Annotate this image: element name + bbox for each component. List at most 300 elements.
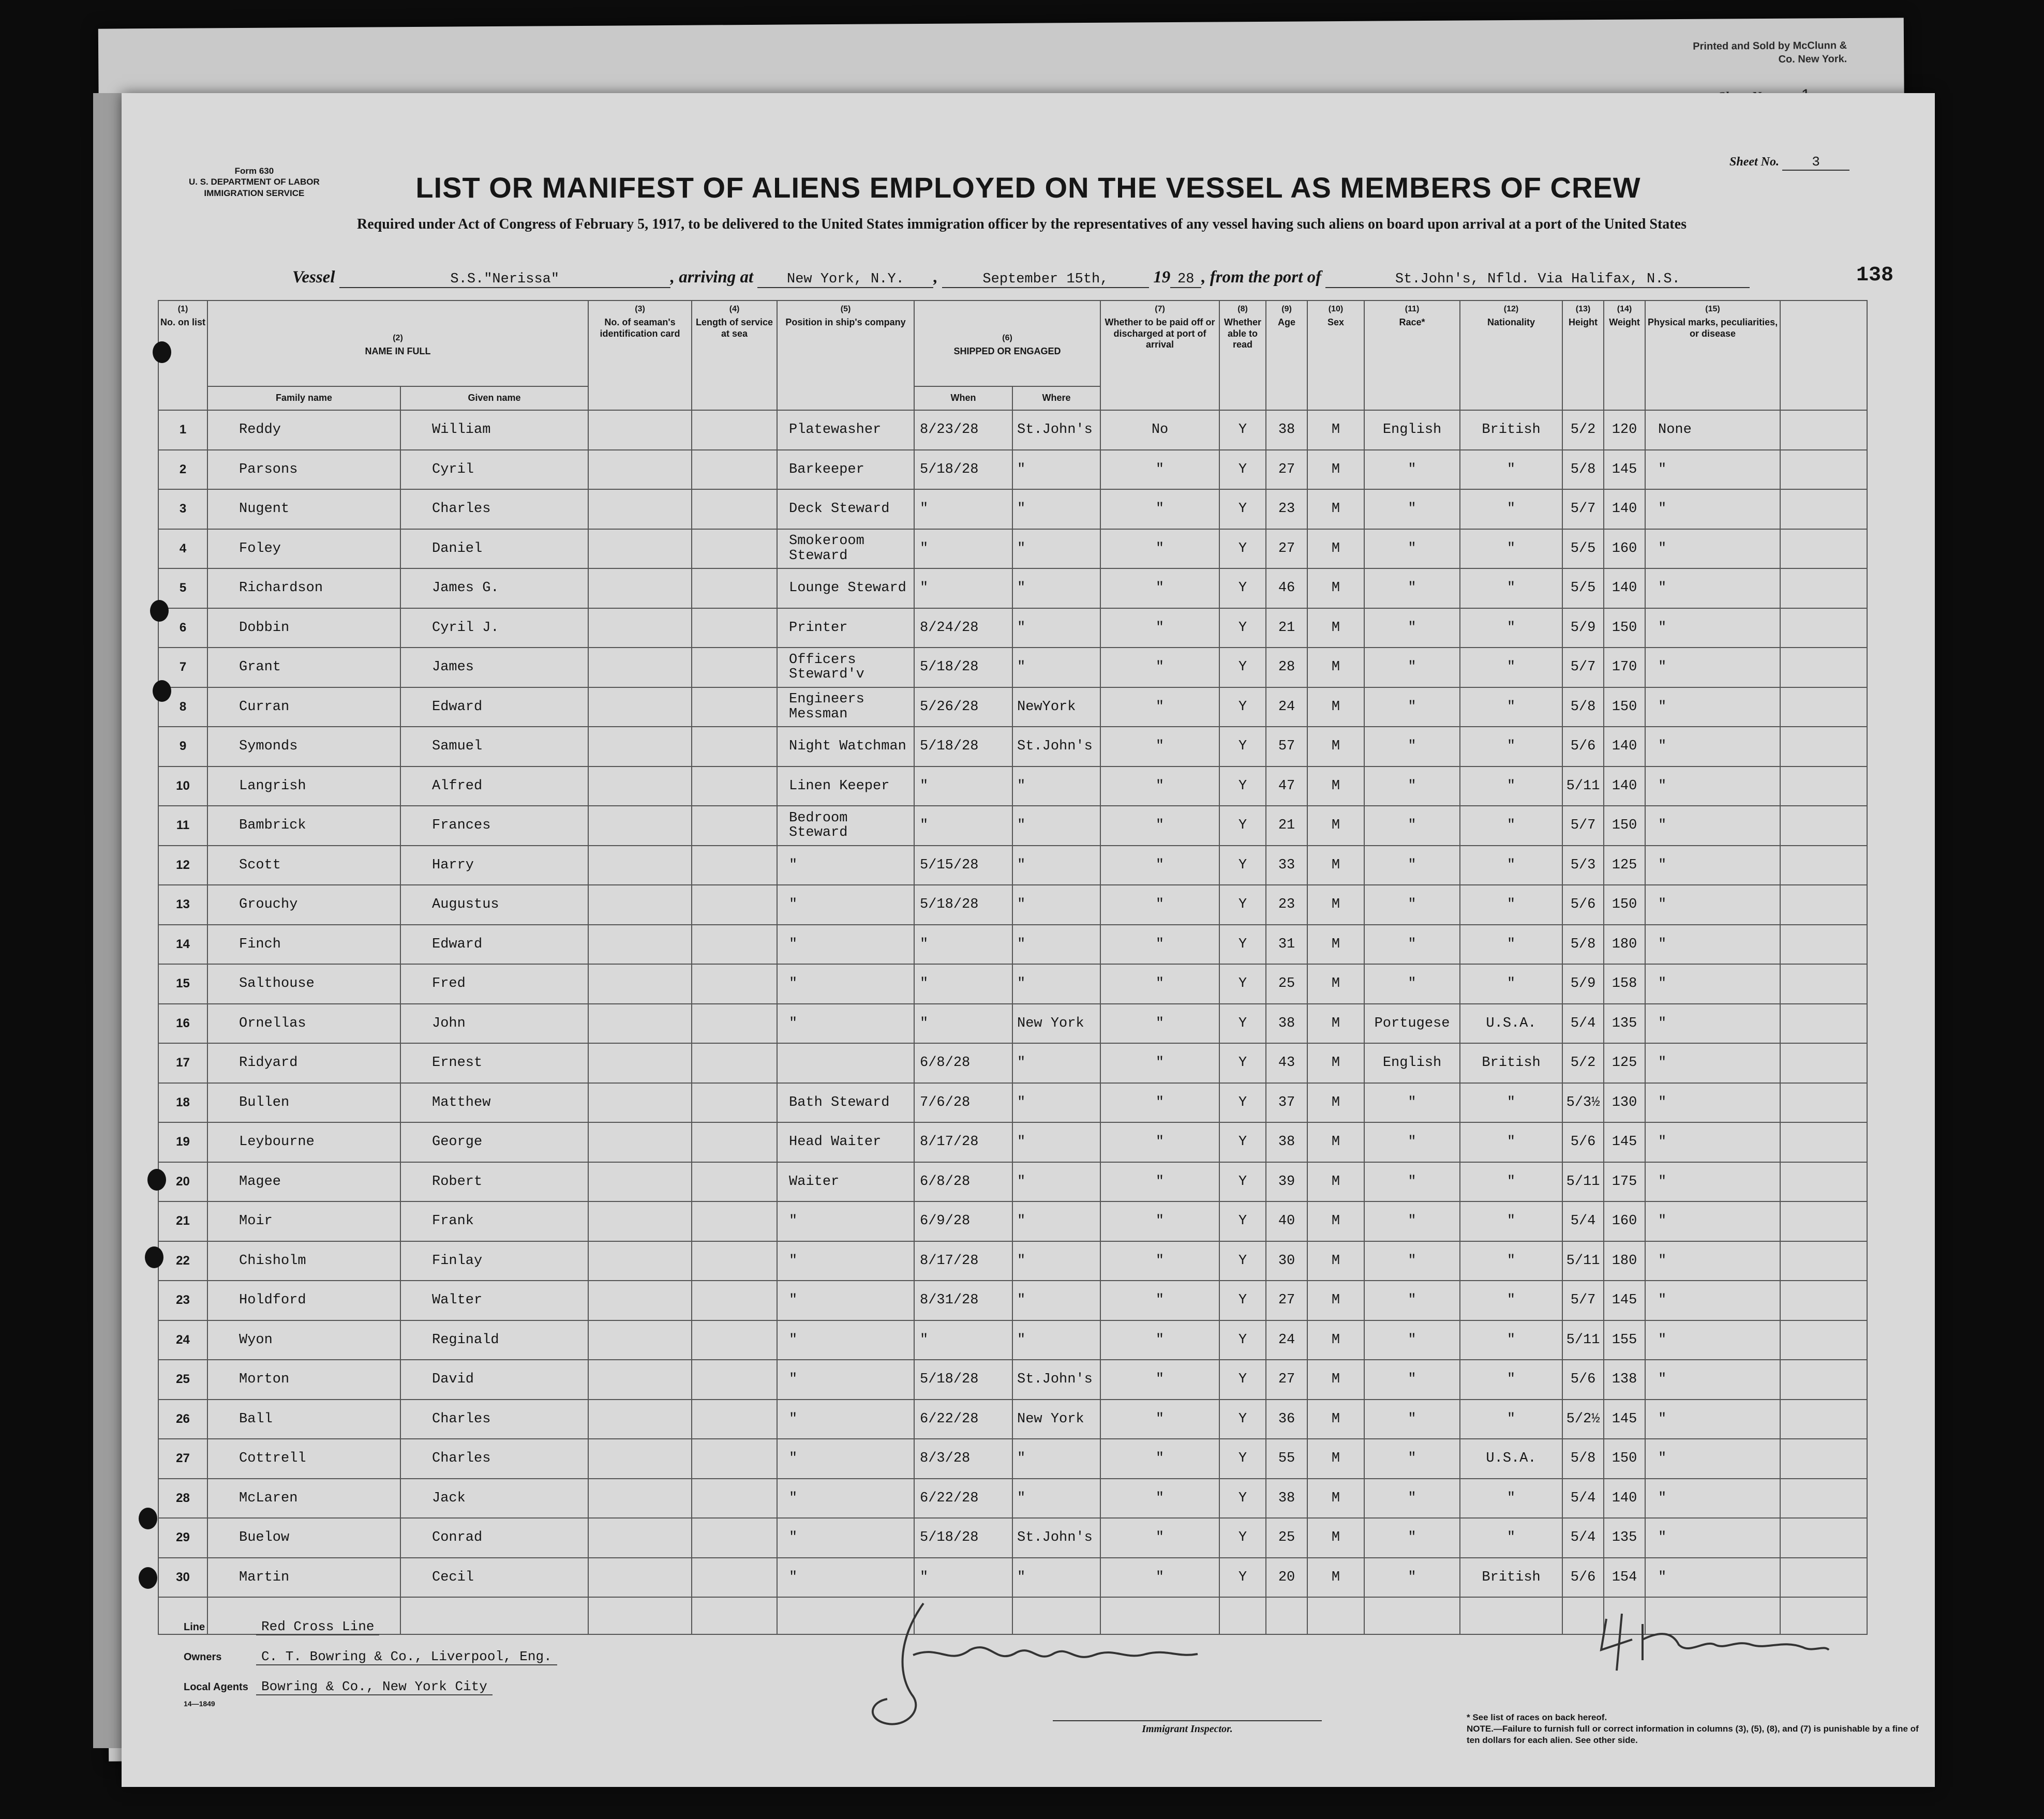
cell-able-to-read: Y <box>1219 727 1266 766</box>
cell-id-card-number <box>588 1122 692 1162</box>
cell-physical-marks: " <box>1645 450 1780 490</box>
cell-weight: 140 <box>1604 489 1645 529</box>
cell-nationality: " <box>1460 1122 1562 1162</box>
cell-race: " <box>1364 450 1460 490</box>
cell-shipped-when: " <box>914 806 1012 846</box>
cell-height: 5/2 <box>1562 410 1604 450</box>
cell-height: 5/11 <box>1562 1162 1604 1202</box>
cell-physical-marks: " <box>1645 1162 1780 1202</box>
cell-service-length <box>692 1518 777 1558</box>
col-num-11: (11) <box>1405 305 1420 313</box>
cell-family-name: Morton <box>207 1360 400 1400</box>
cell-blank <box>1780 1241 1867 1281</box>
sheet-number <box>1729 154 1849 171</box>
cell-weight: 135 <box>1604 1004 1645 1044</box>
cell-blank <box>1780 1083 1867 1123</box>
cell-given-name: Harry <box>400 846 588 885</box>
crew-row <box>158 727 1867 766</box>
cell-sex: M <box>1307 1518 1364 1558</box>
cell-shipped-when: " <box>914 489 1012 529</box>
cell-nationality: British <box>1460 410 1562 450</box>
cell-weight: 125 <box>1604 1043 1645 1083</box>
cell-physical-marks: " <box>1645 687 1780 727</box>
cell-shipped-where: " <box>1012 766 1100 806</box>
cell-weight: 145 <box>1604 450 1645 490</box>
cell-able-to-read: Y <box>1219 1558 1266 1598</box>
crew-row <box>158 489 1867 529</box>
cell-sex: M <box>1307 727 1364 766</box>
cell-shipped-where: " <box>1012 450 1100 490</box>
cell-nationality: British <box>1460 1043 1562 1083</box>
punch-hole <box>147 1169 166 1191</box>
cell-nationality: " <box>1460 727 1562 766</box>
crew-row <box>158 1400 1867 1439</box>
cell-weight: 150 <box>1604 1439 1645 1479</box>
cell-position: Waiter <box>777 1162 914 1202</box>
cell-height: 5/8 <box>1562 450 1604 490</box>
cell-position: " <box>777 1241 914 1281</box>
col-label-1: No. on list <box>160 317 205 328</box>
col-header-family-name: Family name <box>207 386 400 410</box>
cell-weight: 145 <box>1604 1400 1645 1439</box>
cell-age: 55 <box>1266 1439 1307 1479</box>
footer-line-row <box>184 1619 379 1635</box>
cell-sex: M <box>1307 1241 1364 1281</box>
cell-service-length <box>692 687 777 727</box>
cell-paid-off: " <box>1100 1122 1219 1162</box>
cell-position: " <box>777 1439 914 1479</box>
cell-able-to-read: Y <box>1219 1201 1266 1241</box>
cell-family-name: McLaren <box>207 1479 400 1519</box>
cell-family-name: Reddy <box>207 410 400 450</box>
cell-physical-marks: " <box>1645 1004 1780 1044</box>
cell-family-name: Moir <box>207 1201 400 1241</box>
stamp-number: 138 <box>1856 264 1893 287</box>
cell-physical-marks: " <box>1645 1281 1780 1320</box>
col-num-4: (4) <box>729 305 740 313</box>
col-header-height <box>1562 300 1604 410</box>
cell-blank <box>1780 1004 1867 1044</box>
cell-weight: 150 <box>1604 687 1645 727</box>
cell-id-card-number <box>588 1004 692 1044</box>
cell-id-card-number <box>588 1439 692 1479</box>
cell-shipped-when: 8/31/28 <box>914 1281 1012 1320</box>
cell-service-length <box>692 529 777 569</box>
cell-age: 38 <box>1266 410 1307 450</box>
cell-given-name: Frank <box>400 1201 588 1241</box>
cell-paid-off: " <box>1100 806 1219 846</box>
cell-position: Night Watchman <box>777 727 914 766</box>
cell-physical-marks: " <box>1645 964 1780 1004</box>
cell-shipped-where: " <box>1012 568 1100 608</box>
cell-physical-marks: " <box>1645 648 1780 687</box>
cell-shipped-where: " <box>1012 1479 1100 1519</box>
footer-agents-row <box>184 1679 493 1695</box>
cell-nationality: " <box>1460 1281 1562 1320</box>
cell-race: English <box>1364 1043 1460 1083</box>
cell-family-name: Salthouse <box>207 964 400 1004</box>
cell-position: " <box>777 1320 914 1360</box>
cell-line-number: 16 <box>158 1004 207 1044</box>
cell-physical-marks: " <box>1645 1122 1780 1162</box>
cell-paid-off: " <box>1100 1043 1219 1083</box>
col-num-8: (8) <box>1237 305 1248 313</box>
col-num-6: (6) <box>1002 333 1012 342</box>
cell-able-to-read: Y <box>1219 1281 1266 1320</box>
cell-position: " <box>777 964 914 1004</box>
cell-blank <box>1780 964 1867 1004</box>
cell-height: 5/6 <box>1562 1558 1604 1598</box>
cell-race: " <box>1364 1360 1460 1400</box>
col-header-able-to-read <box>1219 300 1266 410</box>
cell-age: 31 <box>1266 925 1307 965</box>
cell-physical-marks: " <box>1645 727 1780 766</box>
cell-weight: 145 <box>1604 1122 1645 1162</box>
cell-family-name: Holdford <box>207 1281 400 1320</box>
cell-family-name: Richardson <box>207 568 400 608</box>
cell-paid-off: " <box>1100 1439 1219 1479</box>
cell-position: " <box>777 1479 914 1519</box>
cell-shipped-where: " <box>1012 1083 1100 1123</box>
crew-row <box>158 1320 1867 1360</box>
cell-shipped-when: 5/18/28 <box>914 1518 1012 1558</box>
cell-given-name: William <box>400 410 588 450</box>
col-header-race <box>1364 300 1460 410</box>
crew-row <box>158 925 1867 965</box>
cell-sex: M <box>1307 1201 1364 1241</box>
cell-able-to-read: Y <box>1219 687 1266 727</box>
cell-age: 36 <box>1266 1400 1307 1439</box>
cell-physical-marks: " <box>1645 1518 1780 1558</box>
cell-nationality: " <box>1460 1518 1562 1558</box>
cell-blank <box>1780 1201 1867 1241</box>
cell-physical-marks: " <box>1645 489 1780 529</box>
cell-position: Bedroom Steward <box>777 806 914 846</box>
inspector-signature <box>835 1593 1301 1738</box>
cell-position: Engineers Messman <box>777 687 914 727</box>
cell-weight: 180 <box>1604 925 1645 965</box>
cell-height: 5/7 <box>1562 489 1604 529</box>
cell-id-card-number <box>588 1043 692 1083</box>
cell-family-name: Finch <box>207 925 400 965</box>
col-num-2: (2) <box>393 333 403 342</box>
cell-shipped-where: " <box>1012 925 1100 965</box>
cell-weight: 125 <box>1604 846 1645 885</box>
cell-given-name: Charles <box>400 489 588 529</box>
cell-family-name: Dobbin <box>207 608 400 648</box>
crew-row <box>158 964 1867 1004</box>
cell-shipped-where: " <box>1012 1043 1100 1083</box>
cell-given-name: Conrad <box>400 1518 588 1558</box>
cell-age: 21 <box>1266 608 1307 648</box>
cell-paid-off: " <box>1100 1004 1219 1044</box>
printer-note: Printed and Sold by McClunn & Co. New York. <box>1693 40 1847 65</box>
col-label-15: Physical marks, peculiarities, or disease <box>1647 317 1778 339</box>
cell-service-length <box>692 1241 777 1281</box>
cell-able-to-read: Y <box>1219 450 1266 490</box>
cell-given-name: Edward <box>400 925 588 965</box>
cell-position: " <box>777 1201 914 1241</box>
cell-service-length <box>692 648 777 687</box>
cell-given-name: Cyril J. <box>400 608 588 648</box>
cell-nationality: " <box>1460 1479 1562 1519</box>
cell-sex: M <box>1307 568 1364 608</box>
cell-blank <box>1780 1122 1867 1162</box>
cell-weight: 138 <box>1604 1360 1645 1400</box>
cell-line-number: 18 <box>158 1083 207 1123</box>
cell-blank <box>1780 1518 1867 1558</box>
cell-height: 5/8 <box>1562 687 1604 727</box>
cell-paid-off: " <box>1100 964 1219 1004</box>
cell-age: 57 <box>1266 727 1307 766</box>
cell-height: 5/7 <box>1562 1281 1604 1320</box>
cell-able-to-read: Y <box>1219 489 1266 529</box>
cell-paid-off: " <box>1100 1201 1219 1241</box>
cell-shipped-when: " <box>914 766 1012 806</box>
cell-given-name: Fred <box>400 964 588 1004</box>
cell-able-to-read: Y <box>1219 1360 1266 1400</box>
cell-nationality: U.S.A. <box>1460 1439 1562 1479</box>
cell-race: " <box>1364 648 1460 687</box>
cell-race: " <box>1364 1320 1460 1360</box>
cell-id-card-number <box>588 1360 692 1400</box>
cell-line-number: 23 <box>158 1281 207 1320</box>
col-num-10: (10) <box>1328 305 1344 313</box>
cell-nationality: " <box>1460 1400 1562 1439</box>
cell-family-name: Ridyard <box>207 1043 400 1083</box>
cell-height: 5/2 <box>1562 1043 1604 1083</box>
cell-weight: 140 <box>1604 727 1645 766</box>
cell-shipped-where: " <box>1012 529 1100 569</box>
cell-able-to-read: Y <box>1219 529 1266 569</box>
cell-id-card-number <box>588 608 692 648</box>
cell-weight: 150 <box>1604 806 1645 846</box>
cell-age: 39 <box>1266 1162 1307 1202</box>
footer-note <box>1467 1712 1922 1746</box>
cell-able-to-read: Y <box>1219 1479 1266 1519</box>
cell-shipped-when: 8/3/28 <box>914 1439 1012 1479</box>
cell-blank <box>692 1597 777 1634</box>
cell-line-number: 13 <box>158 885 207 925</box>
cell-service-length <box>692 1122 777 1162</box>
col-num-3: (3) <box>635 305 645 313</box>
cell-family-name: Scott <box>207 846 400 885</box>
cell-family-name: Cottrell <box>207 1439 400 1479</box>
cell-given-name: John <box>400 1004 588 1044</box>
cell-age: 28 <box>1266 648 1307 687</box>
cell-id-card-number <box>588 1320 692 1360</box>
cell-sex: M <box>1307 964 1364 1004</box>
cell-paid-off: " <box>1100 727 1219 766</box>
cell-physical-marks: " <box>1645 806 1780 846</box>
col-header-physical-marks <box>1645 300 1780 410</box>
cell-physical-marks: " <box>1645 608 1780 648</box>
cell-age: 24 <box>1266 687 1307 727</box>
cell-line-number: 22 <box>158 1241 207 1281</box>
crew-row <box>158 410 1867 450</box>
cell-physical-marks: " <box>1645 1320 1780 1360</box>
footer-line-label: Line <box>184 1621 205 1633</box>
cell-paid-off: " <box>1100 1241 1219 1281</box>
cell-family-name: Leybourne <box>207 1122 400 1162</box>
cell-line-number: 15 <box>158 964 207 1004</box>
cell-family-name: Foley <box>207 529 400 569</box>
cell-nationality: " <box>1460 885 1562 925</box>
col-label-11: Race* <box>1399 317 1425 328</box>
cell-service-length <box>692 1201 777 1241</box>
cell-paid-off: " <box>1100 1558 1219 1598</box>
cell-service-length <box>692 1004 777 1044</box>
cell-age: 40 <box>1266 1201 1307 1241</box>
cell-blank <box>1780 885 1867 925</box>
cell-able-to-read: Y <box>1219 846 1266 885</box>
cell-line-number: 9 <box>158 727 207 766</box>
cell-able-to-read: Y <box>1219 1439 1266 1479</box>
cell-weight: 180 <box>1604 1241 1645 1281</box>
cell-race: " <box>1364 1558 1460 1598</box>
cell-position: Platewasher <box>777 410 914 450</box>
cell-physical-marks: " <box>1645 1439 1780 1479</box>
cell-id-card-number <box>588 1241 692 1281</box>
crew-row <box>158 1360 1867 1400</box>
cell-service-length <box>692 1439 777 1479</box>
cell-line-number: 8 <box>158 687 207 727</box>
crew-row <box>158 1281 1867 1320</box>
cell-given-name: David <box>400 1360 588 1400</box>
cell-shipped-where: " <box>1012 964 1100 1004</box>
cell-nationality: " <box>1460 1241 1562 1281</box>
cell-line-number: 29 <box>158 1518 207 1558</box>
cell-paid-off: " <box>1100 687 1219 727</box>
cell-age: 33 <box>1266 846 1307 885</box>
cell-age: 24 <box>1266 1320 1307 1360</box>
cell-able-to-read: Y <box>1219 925 1266 965</box>
cell-position: " <box>777 846 914 885</box>
cell-physical-marks: " <box>1645 1241 1780 1281</box>
cell-given-name: Cyril <box>400 450 588 490</box>
cell-shipped-when: 6/22/28 <box>914 1400 1012 1439</box>
cell-blank <box>1460 1597 1562 1634</box>
cell-shipped-when: " <box>914 1004 1012 1044</box>
cell-able-to-read: Y <box>1219 766 1266 806</box>
cell-paid-off: " <box>1100 489 1219 529</box>
cell-blank <box>400 1597 588 1634</box>
col-header-blank <box>1780 300 1867 410</box>
col-header-where: Where <box>1012 386 1100 410</box>
col-header-sex <box>1307 300 1364 410</box>
footer-owners-label: Owners <box>184 1651 222 1663</box>
cell-nationality: " <box>1460 1083 1562 1123</box>
cell-shipped-where: " <box>1012 885 1100 925</box>
cell-race: " <box>1364 1083 1460 1123</box>
cell-family-name: Chisholm <box>207 1241 400 1281</box>
col-label-14: Weight <box>1609 317 1640 328</box>
cell-age: 47 <box>1266 766 1307 806</box>
cell-able-to-read: Y <box>1219 608 1266 648</box>
cell-id-card-number <box>588 727 692 766</box>
cell-position: " <box>777 1518 914 1558</box>
cell-id-card-number <box>588 806 692 846</box>
cell-shipped-where: " <box>1012 489 1100 529</box>
cell-race: " <box>1364 1241 1460 1281</box>
cell-id-card-number <box>588 964 692 1004</box>
footer-agents-value: Bowring & Co., New York City <box>256 1679 493 1695</box>
cell-service-length <box>692 846 777 885</box>
cell-line-number: 30 <box>158 1558 207 1598</box>
cell-height: 5/11 <box>1562 1241 1604 1281</box>
cell-weight: 120 <box>1604 410 1645 450</box>
cell-family-name: Bambrick <box>207 806 400 846</box>
cell-physical-marks: " <box>1645 1479 1780 1519</box>
cell-able-to-read: Y <box>1219 1083 1266 1123</box>
cell-line-number: 5 <box>158 568 207 608</box>
cell-race: " <box>1364 1201 1460 1241</box>
cell-sex: M <box>1307 1043 1364 1083</box>
cell-shipped-when: 5/18/28 <box>914 648 1012 687</box>
col-header-nationality <box>1460 300 1562 410</box>
cell-race: " <box>1364 1518 1460 1558</box>
cell-race: " <box>1364 1162 1460 1202</box>
cell-physical-marks: " <box>1645 568 1780 608</box>
cell-given-name: Charles <box>400 1439 588 1479</box>
cell-position: " <box>777 1400 914 1439</box>
cell-service-length <box>692 1360 777 1400</box>
crew-row <box>158 648 1867 687</box>
cell-given-name: Frances <box>400 806 588 846</box>
cell-family-name: Curran <box>207 687 400 727</box>
cell-sex: M <box>1307 1083 1364 1123</box>
cell-age: 25 <box>1266 1518 1307 1558</box>
cell-paid-off: " <box>1100 1400 1219 1439</box>
cell-shipped-where: St.John's <box>1012 727 1100 766</box>
cell-weight: 175 <box>1604 1162 1645 1202</box>
from-port-label: , from the port of <box>1201 268 1322 287</box>
cell-age: 27 <box>1266 1281 1307 1320</box>
crew-row <box>158 806 1867 846</box>
cell-service-length <box>692 1400 777 1439</box>
cell-sex: M <box>1307 1479 1364 1519</box>
crew-row <box>158 1558 1867 1598</box>
cell-able-to-read: Y <box>1219 1400 1266 1439</box>
cell-weight: 158 <box>1604 964 1645 1004</box>
cell-blank <box>1780 450 1867 490</box>
col-label-5: Position in ship's company <box>785 317 906 328</box>
col-num-15: (15) <box>1705 305 1720 313</box>
cell-service-length <box>692 727 777 766</box>
cell-able-to-read: Y <box>1219 1320 1266 1360</box>
arrival-date: September 15th, <box>942 272 1149 288</box>
cell-able-to-read: Y <box>1219 1241 1266 1281</box>
cell-race: " <box>1364 608 1460 648</box>
cell-weight: 154 <box>1604 1558 1645 1598</box>
crew-row <box>158 1518 1867 1558</box>
cell-nationality: " <box>1460 846 1562 885</box>
vessel-label: Vessel <box>292 268 335 287</box>
cell-age: 38 <box>1266 1004 1307 1044</box>
punch-hole <box>153 341 171 363</box>
cell-paid-off: " <box>1100 846 1219 885</box>
cell-paid-off: " <box>1100 1320 1219 1360</box>
cell-given-name: Alfred <box>400 766 588 806</box>
cell-paid-off: " <box>1100 1162 1219 1202</box>
cell-nationality: " <box>1460 1320 1562 1360</box>
cell-family-name: Buelow <box>207 1518 400 1558</box>
cell-physical-marks: " <box>1645 1360 1780 1400</box>
cell-service-length <box>692 1479 777 1519</box>
cell-physical-marks: " <box>1645 1043 1780 1083</box>
cell-weight: 170 <box>1604 648 1645 687</box>
cell-line-number: 25 <box>158 1360 207 1400</box>
